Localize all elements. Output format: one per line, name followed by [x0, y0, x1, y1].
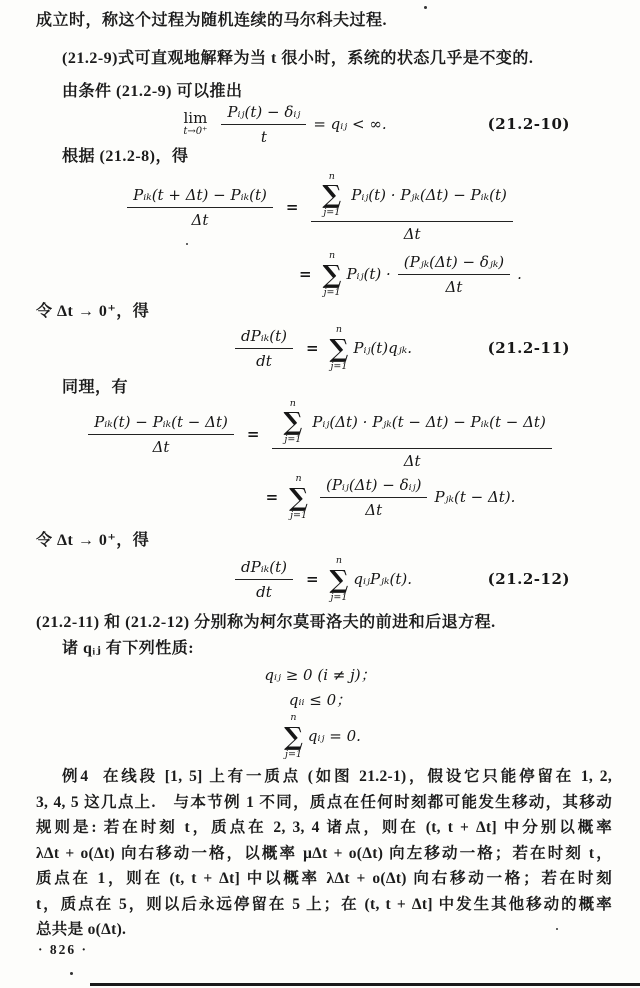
fraction-numerator: Pᵢⱼ(t) − δᵢⱼ — [221, 103, 306, 125]
backward-derivation-line2 — [36, 468, 604, 526]
fraction — [398, 253, 510, 296]
equation-tag: (21.2-11) — [487, 339, 570, 357]
summation — [330, 325, 349, 371]
example-line: λΔt + o(Δt) 向右移动一格，以概率 μΔt + o(Δt) 向左移动一格；若在时刻 t， — [36, 844, 612, 862]
sigma-icon: ∑ — [322, 259, 342, 289]
example-line: t，质点在 5，则以后永远停留在 5 上；在 (t, t + Δt] 中发生其他移动的概率 — [36, 895, 612, 913]
sigma-icon: ∑ — [322, 180, 342, 209]
equation-rhs: Pᵢⱼ(t)qⱼₖ. — [353, 339, 412, 357]
example-line — [36, 764, 612, 790]
sigma-icon: ∑ — [283, 407, 303, 436]
equals-sign: = — [305, 570, 319, 588]
summation — [322, 172, 341, 218]
scan-noise-dot — [424, 6, 427, 9]
fraction-numerator: Pᵢₖ(t + Δt) − Pᵢₖ(t) — [127, 186, 273, 208]
sum-lower-bound: j=1 — [323, 286, 341, 298]
limit-operator — [183, 108, 208, 137]
fraction-denominator: Δt — [445, 277, 463, 296]
example-line: 总共是 o(Δt). — [36, 921, 127, 938]
sum-upper-bound: n — [289, 397, 296, 409]
sum-upper-bound: n — [335, 324, 342, 335]
forward-derivation-line1 — [36, 170, 604, 244]
sum-upper-bound: n — [295, 473, 302, 484]
sum-lower-bound: j=1 — [330, 591, 348, 603]
sum-lower-bound: j=1 — [323, 207, 341, 218]
fraction — [311, 172, 512, 243]
equals-sign: = — [299, 265, 312, 283]
example-4-paragraph — [36, 764, 612, 943]
summation — [283, 399, 302, 445]
property-expression: qᵢⱼ ≥ 0 (i ≠ j)； — [264, 665, 376, 684]
fraction-denominator: Δt — [191, 210, 209, 229]
sigma-icon: ∑ — [289, 482, 308, 512]
fraction — [127, 186, 273, 229]
scan-noise-dot — [186, 243, 188, 245]
fraction-denominator: Δt — [152, 437, 170, 456]
fraction — [221, 103, 306, 146]
equation-rhs: = qᵢⱼ < ∞. — [313, 115, 387, 133]
summation — [330, 556, 349, 602]
scan-edge-line — [90, 983, 640, 986]
fraction-numerator: dPᵢₖ(t) — [235, 327, 293, 349]
paragraph-markov-definition: 成立时，称这个过程为随机连续的马尔科夫过程. — [36, 12, 388, 29]
sigma-icon: ∑ — [329, 564, 349, 594]
fraction — [88, 413, 234, 456]
fraction-denominator: Δt — [365, 500, 383, 519]
property-expression: qᵢⱼ = 0. — [307, 727, 361, 745]
sum-upper-bound: n — [290, 712, 297, 723]
example-label: 例4 — [62, 768, 89, 785]
paragraph-let-dt-1: 令 Δt → 0⁺，得 — [36, 303, 150, 320]
paragraph-interpretation: (21.2-9)式可直观地解释为当 t 很小时，系统的状态几乎是不变的. — [62, 50, 534, 67]
summation — [284, 713, 303, 759]
scan-noise-dot — [556, 928, 558, 930]
fraction-numerator: Pᵢₖ(t) − Pᵢₖ(t − Δt) — [88, 413, 234, 435]
sum-upper-bound: n — [335, 555, 342, 566]
equals-sign: = — [305, 339, 319, 357]
fraction-numerator: (Pᵢⱼ(Δt) − δᵢⱼ) — [320, 476, 427, 498]
numerator-terms: Pᵢⱼ(Δt) · Pⱼₖ(t − Δt) − Pᵢₖ(t − Δt) — [312, 412, 546, 431]
property-2 — [36, 687, 604, 711]
summation — [289, 474, 308, 520]
page-number: · 826 · — [38, 942, 89, 957]
sum-lower-bound: j=1 — [285, 748, 302, 760]
fraction — [235, 558, 293, 601]
fraction-denominator: dt — [256, 351, 272, 370]
summation — [323, 251, 342, 297]
paragraph-properties-intro: 诸 qᵢⱼ 有下列性质: — [62, 640, 195, 657]
example-line: 规则是: 若在时刻 t，质点在 2, 3, 4 诸点，则在 (t, t + Δt] 中分别以概率 — [36, 819, 612, 836]
sum-upper-bound: n — [328, 170, 335, 182]
fraction — [272, 399, 551, 470]
sigma-icon: ∑ — [284, 721, 303, 751]
limit-subscript: t→0⁺ — [183, 125, 208, 137]
example-text: 在线段 [1, 5] 上有一质点 (如图 21.2-1)，假设它只能停留在 1, 2, — [100, 768, 612, 785]
fraction-numerator: dPᵢₖ(t) — [235, 558, 293, 580]
scan-noise-dot — [70, 972, 73, 975]
fraction-denominator: dt — [256, 582, 272, 601]
term-prefix: Pᵢⱼ(t) · — [346, 265, 391, 283]
paragraph-kolmogorov: (21.2-11) 和 (21.2-12) 分别称为柯尔莫哥洛夫的前进和后退方程. — [36, 614, 496, 631]
equation-21-2-11 — [36, 322, 604, 374]
backward-derivation-line1 — [36, 398, 604, 470]
fraction-numerator: (Pⱼₖ(Δt) − δⱼₖ) — [398, 253, 510, 275]
paragraph-according-to: 根据 (21.2-8)，得 — [62, 148, 189, 165]
property-3 — [36, 710, 604, 762]
fraction-numerator — [272, 399, 551, 449]
equation-21-2-12 — [36, 553, 604, 605]
fraction-denominator: Δt — [403, 224, 421, 243]
example-line: 质点在 1，则在 (t, t + Δt] 中以概率 λΔt + o(Δt) 向右移动一格；若在时刻 — [36, 870, 612, 887]
fraction — [235, 327, 293, 370]
equation-21-2-10 — [36, 100, 604, 148]
sum-upper-bound: n — [328, 250, 336, 261]
sigma-icon: ∑ — [329, 333, 349, 363]
fraction — [320, 476, 427, 519]
property-1 — [36, 662, 604, 686]
fraction-numerator — [311, 172, 512, 222]
numerator-terms: Pᵢⱼ(t) · Pⱼₖ(Δt) − Pᵢₖ(t) — [351, 185, 507, 204]
term-suffix: Pⱼₖ(t − Δt). — [434, 488, 516, 506]
equals-sign: = — [265, 488, 279, 506]
limit-label: lim — [183, 108, 208, 127]
paragraph-similarly: 同理，有 — [62, 379, 129, 396]
term-suffix: . — [517, 265, 522, 283]
equation-tag: (21.2-10) — [487, 115, 570, 133]
sum-lower-bound: j=1 — [290, 509, 308, 521]
property-expression: qᵢᵢ ≤ 0； — [288, 690, 352, 709]
fraction-denominator: t — [260, 127, 267, 146]
sum-lower-bound: j=1 — [284, 434, 302, 445]
forward-derivation-line2 — [36, 246, 604, 302]
paragraph-from-condition: 由条件 (21.2-9) 可以推出 — [62, 83, 243, 100]
equals-sign: = — [246, 425, 260, 443]
fraction-denominator: Δt — [403, 451, 421, 470]
paragraph-let-dt-2: 令 Δt → 0⁺，得 — [36, 532, 150, 549]
example-line: 3, 4, 5 这几点上. 与本节例 1 不同，质点在任何时刻都可能发生移动，其移动 — [36, 793, 612, 811]
sum-lower-bound: j=1 — [330, 360, 348, 372]
equation-tag: (21.2-12) — [487, 570, 570, 588]
equals-sign: = — [285, 198, 299, 216]
equation-rhs: qᵢⱼPⱼₖ(t). — [353, 570, 412, 588]
